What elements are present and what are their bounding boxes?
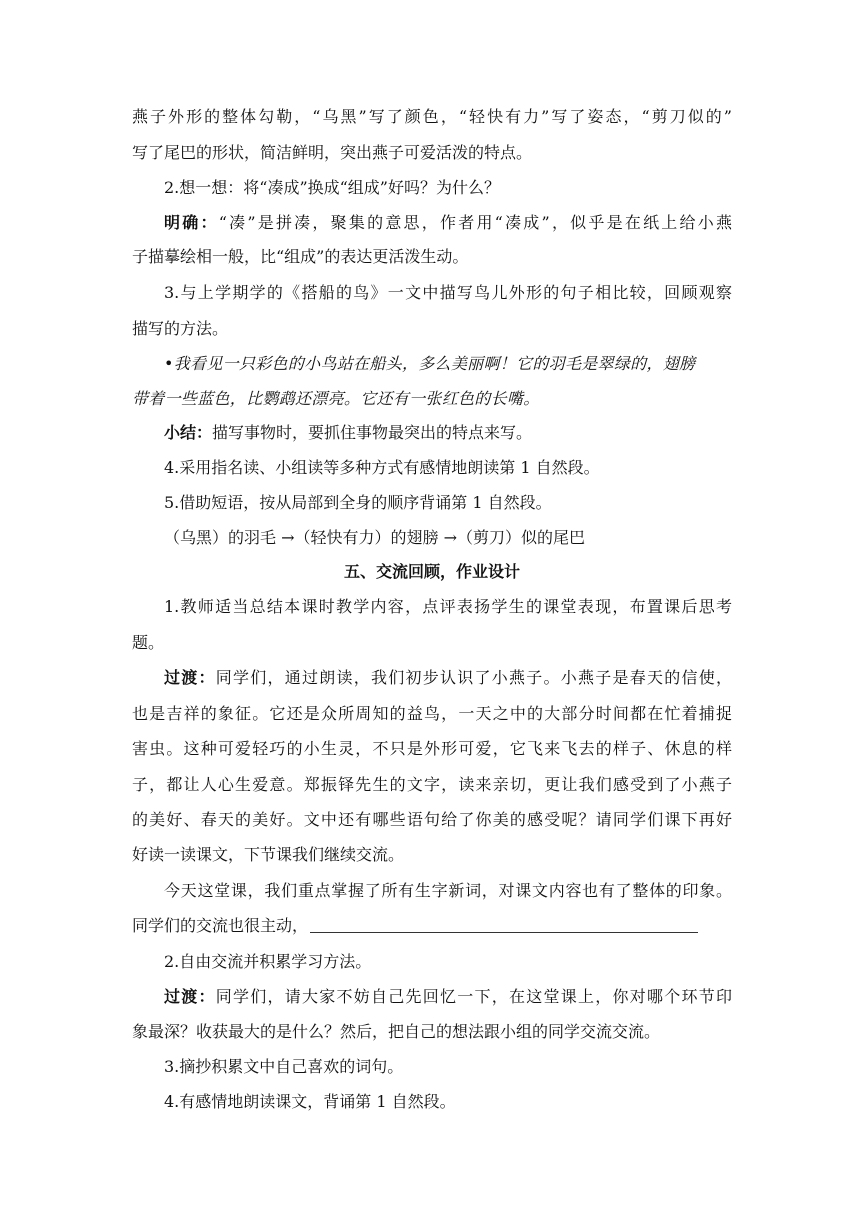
list-item: 3.与上学期学的《搭船的鸟》一文中描写鸟儿外形的句子相比较，回顾观察: [164, 283, 732, 302]
paragraph-line: 子，都让人心生爱意。郑振铎先生的文字，读来亲切，更让我们感受到了小燕子: [132, 775, 732, 794]
fill-in-line: [132, 915, 732, 937]
paragraph-line: 好读一读课文，下节课我们继续交流。: [132, 845, 405, 864]
paragraph-line: 写了尾巴的形状，简洁鲜明，突出燕子可爱活泼的特点。: [132, 143, 533, 162]
paragraph-line: 也是吉祥的象征。它还是众所周知的益鸟，一天之中的大部分时间都在忙着捕捉: [132, 704, 732, 723]
quote-line: 带着一些蓝色，比鹦鹉还漂亮。它还有一张红色的长嘴。: [132, 389, 540, 408]
paragraph-line: 的美好、春天的美好。文中还有哪些语句给了你美的感受呢？请同学们课下再好: [132, 810, 732, 829]
transition-text: 同学们，请大家不妨自己先回忆一下，在这堂课上，你对哪个环节印: [215, 987, 732, 1006]
transition-label: 过渡：: [164, 668, 216, 687]
paragraph-line: 象最深？收获最大的是什么？然后，把自己的想法跟小组的同学交流交流。: [132, 1022, 661, 1041]
paragraph-line: 题。: [132, 633, 165, 652]
list-item: 1.教师适当总结本课时教学内容，点评表扬学生的课堂表现，布置课后思考: [164, 597, 732, 616]
list-item: 5.借助短语，按从局部到全身的顺序背诵第 1 自然段。: [164, 493, 552, 512]
list-item: 4.采用指名读、小组读等多种方式有感情地朗读第 1 自然段。: [164, 458, 600, 477]
list-item: 3.摘抄积累文中自己喜欢的词句。: [164, 1057, 404, 1076]
clarification-text: “凑”是拼凑，聚集的意思，作者用“凑成”，似乎是在纸上给小燕: [218, 213, 732, 232]
transition-line: [164, 667, 732, 689]
clarification-label: 明确：: [164, 213, 219, 232]
section-heading: 五、交流回顾，作业设计: [343, 562, 520, 581]
question-line: 2.想一想：将“凑成”换成“组成”好吗？为什么？: [164, 178, 500, 197]
list-item: 4.有感情地朗读课文，背诵第 1 自然段。: [164, 1092, 456, 1111]
paragraph-line: 子描摹绘相一般，比“组成”的表达更活泼生动。: [132, 247, 469, 266]
transition-label: 过渡：: [164, 987, 216, 1006]
transition-line: [164, 986, 732, 1008]
paragraph-line: 燕子外形的整体勾勒，“乌黑”写了颜色，“轻快有力”写了姿态，“剪刀似的”: [132, 107, 732, 126]
summary-label: 小结：: [164, 423, 213, 442]
summary-line: [164, 422, 732, 444]
paragraph-line: 描写的方法。: [132, 319, 229, 338]
transition-text: 同学们，通过朗读，我们初步认识了小燕子。小燕子是春天的信使，: [215, 668, 732, 687]
list-item: 2.自由交流并积累学习方法。: [164, 952, 372, 971]
fill-in-text: 同学们的交流也很主动，: [132, 916, 309, 935]
paragraph-line: 今天这堂课，我们重点掌握了所有生字新词，对课文内容也有了整体的印象。: [164, 881, 732, 900]
quote-line: •我看见一只彩色的小鸟站在船头，多么美丽啊！它的羽毛是翠绿的，翅膀: [164, 354, 696, 373]
paragraph-line: 害虫。这种可爱轻巧的小生灵，不只是外形可爱，它飞来飞去的样子、休息的样: [132, 739, 732, 758]
clarification-line: [164, 212, 732, 234]
summary-text: 描写事物时，要抓住事物最突出的特点来写。: [212, 423, 533, 442]
phrase-chain: （乌黑）的羽毛 →（轻快有力）的翅膀 →（剪刀）似的尾巴: [164, 528, 585, 547]
answer-blank: [310, 931, 698, 933]
